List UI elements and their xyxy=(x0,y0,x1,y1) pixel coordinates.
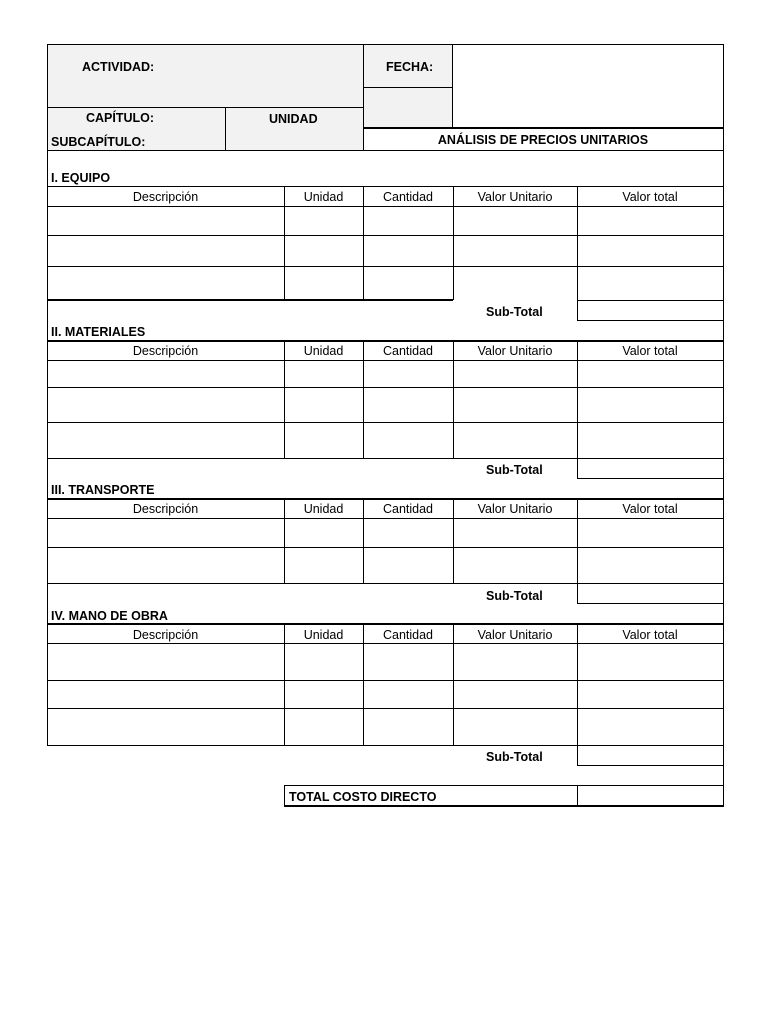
fecha-field[interactable] xyxy=(455,47,720,125)
col-header-unidad: Unidad xyxy=(303,344,344,358)
total-costo-directo-label: TOTAL COSTO DIRECTO xyxy=(289,790,437,804)
col-header-descripcion: Descripción xyxy=(132,628,199,642)
col-header-valor-unitario: Valor Unitario xyxy=(477,502,553,516)
col-header-cantidad: Cantidad xyxy=(382,190,434,204)
subtotal-field-transporte[interactable] xyxy=(578,584,722,603)
subtotal-field-equipo[interactable] xyxy=(578,301,722,320)
subtotal-field-mano-de-obra[interactable] xyxy=(578,746,722,765)
col-header-cantidad: Cantidad xyxy=(382,628,434,642)
actividad-label: ACTIVIDAD: xyxy=(82,60,155,74)
section-title-mano-de-obra: IV. MANO DE OBRA xyxy=(51,609,168,623)
section-title-transporte: III. TRANSPORTE xyxy=(51,483,155,497)
col-header-descripcion: Descripción xyxy=(132,190,199,204)
section-title-materiales: II. MATERIALES xyxy=(51,325,146,339)
subtotal-label-materiales: Sub-Total xyxy=(486,463,543,477)
subtotal-label-equipo: Sub-Total xyxy=(486,305,543,319)
col-header-cantidad: Cantidad xyxy=(382,344,434,358)
col-header-unidad: Unidad xyxy=(303,190,344,204)
col-header-valor-total: Valor total xyxy=(622,190,678,204)
col-header-descripcion: Descripción xyxy=(132,344,199,358)
subtotal-label-mano-de-obra: Sub-Total xyxy=(486,750,543,764)
col-header-valor-total: Valor total xyxy=(622,502,678,516)
col-header-cantidad: Cantidad xyxy=(382,502,434,516)
col-header-valor-total: Valor total xyxy=(622,628,678,642)
col-header-descripcion: Descripción xyxy=(132,502,199,516)
col-header-unidad: Unidad xyxy=(303,502,344,516)
capitulo-label: CAPÍTULO: xyxy=(86,111,155,125)
page-title: ANÁLISIS DE PRECIOS UNITARIOS xyxy=(437,133,649,147)
total-costo-directo-field[interactable] xyxy=(578,786,722,805)
col-header-unidad: Unidad xyxy=(303,628,344,642)
col-header-valor-total: Valor total xyxy=(622,344,678,358)
actividad-field[interactable] xyxy=(160,48,360,104)
col-header-valor-unitario: Valor Unitario xyxy=(477,344,553,358)
col-header-valor-unitario: Valor Unitario xyxy=(477,190,553,204)
subcapitulo-label: SUBCAPÍTULO: xyxy=(51,135,146,149)
fecha-label: FECHA: xyxy=(386,60,434,74)
unidad-label: UNIDAD xyxy=(269,112,318,126)
subtotal-label-transporte: Sub-Total xyxy=(486,589,543,603)
subtotal-field-materiales[interactable] xyxy=(578,459,722,478)
col-header-valor-unitario: Valor Unitario xyxy=(477,628,553,642)
section-title-equipo: I. EQUIPO xyxy=(51,171,111,185)
